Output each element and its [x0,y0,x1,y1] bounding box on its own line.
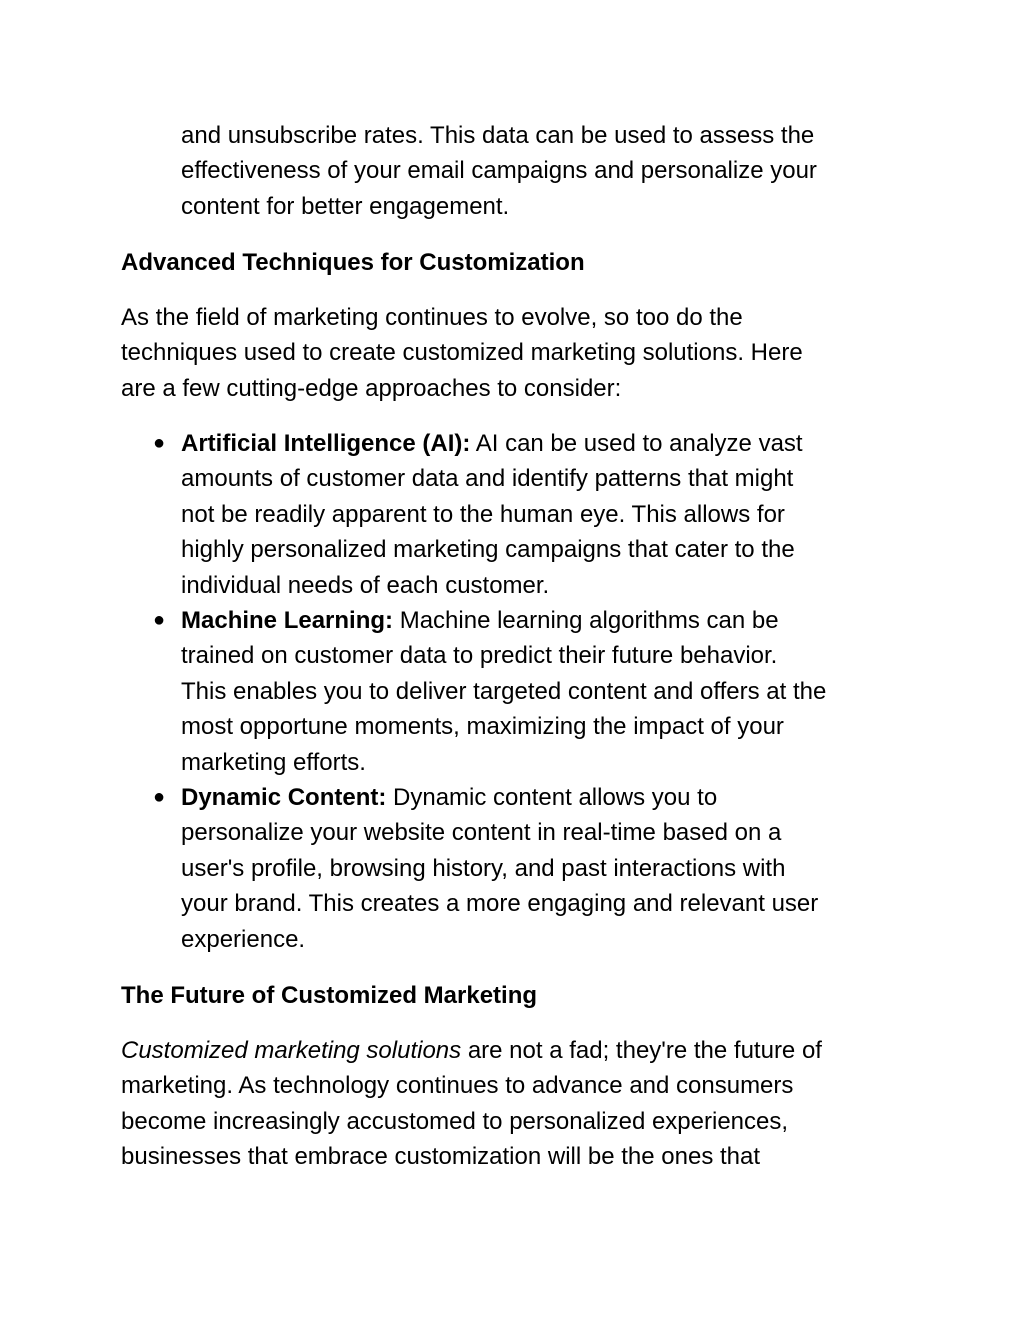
bullet-term: Artificial Intelligence (AI): [181,430,471,457]
list-item-dynamic-content [121,780,911,957]
text-line [121,1033,911,1068]
text-line: and unsubscribe rates. This data can be used to assess the [181,122,815,149]
text-line: highly personalized marketing campaigns that cater to the [181,536,795,564]
italic-lead-text: Customized marketing solutions [121,1037,462,1064]
text-line: become increasingly accustomed to personalized experiences, [121,1107,789,1135]
bullet-icon: ● [153,609,166,632]
bullet-text: AI can be used to analyze vast [470,430,803,457]
text-line: effectiveness of your email campaigns and personalize your [181,157,817,185]
text-line: are a few cutting-edge approaches to consider: [121,374,622,402]
section-heading-future: The Future of Customized Marketing [121,982,538,1009]
bullet-text: Dynamic content allows you to [386,784,718,812]
text-line: As the field of marketing continues to evolve, so too do the [121,304,743,331]
text-line: content for better engagement. [181,192,510,220]
text-line [181,603,911,638]
text-line: amounts of customer data and identify patterns that might [181,465,794,493]
text-line: most opportune moments, maximizing the impact of your [181,713,784,741]
bullet-term: Dynamic Content: [181,784,387,812]
text-line: trained on customer data to predict their future behavior. [181,642,778,670]
intro-continuation-paragraph [181,118,911,224]
section-heading-advanced-techniques: Advanced Techniques for Customization [121,249,585,276]
bullet-icon: ● [153,786,166,809]
text-line: user's profile, browsing history, and past interactions with [181,854,786,882]
text-line: experience. [181,925,306,953]
text-line: personalize your website content in real-time based on a [181,819,782,847]
text-line: techniques used to create customized marketing solutions. Here [121,339,803,367]
future-paragraph [121,1033,911,1175]
text-line [181,426,911,461]
text-line: not be readily apparent to the human eye. This allows for [181,500,785,528]
text-line: businesses that embrace customization will be the ones that [121,1143,761,1171]
techniques-bullet-list [121,426,911,957]
list-item-machine-learning [121,603,911,780]
bullet-icon: ● [153,432,166,454]
text-line: marketing. As technology continues to advance and consumers [121,1072,794,1100]
body-text: are not a fad; they're the future of [461,1037,822,1064]
text-line: your brand. This creates a more engaging and relevant user [181,890,819,918]
list-item-ai [121,426,911,603]
bullet-text: Machine learning algorithms can be [393,607,779,635]
advanced-intro-paragraph [121,300,911,406]
text-line: This enables you to deliver targeted content and offers at the [181,677,827,705]
text-line: individual needs of each customer. [181,571,550,599]
text-line: marketing efforts. [181,748,366,776]
bullet-term: Machine Learning: [181,607,394,635]
text-line [181,780,911,815]
